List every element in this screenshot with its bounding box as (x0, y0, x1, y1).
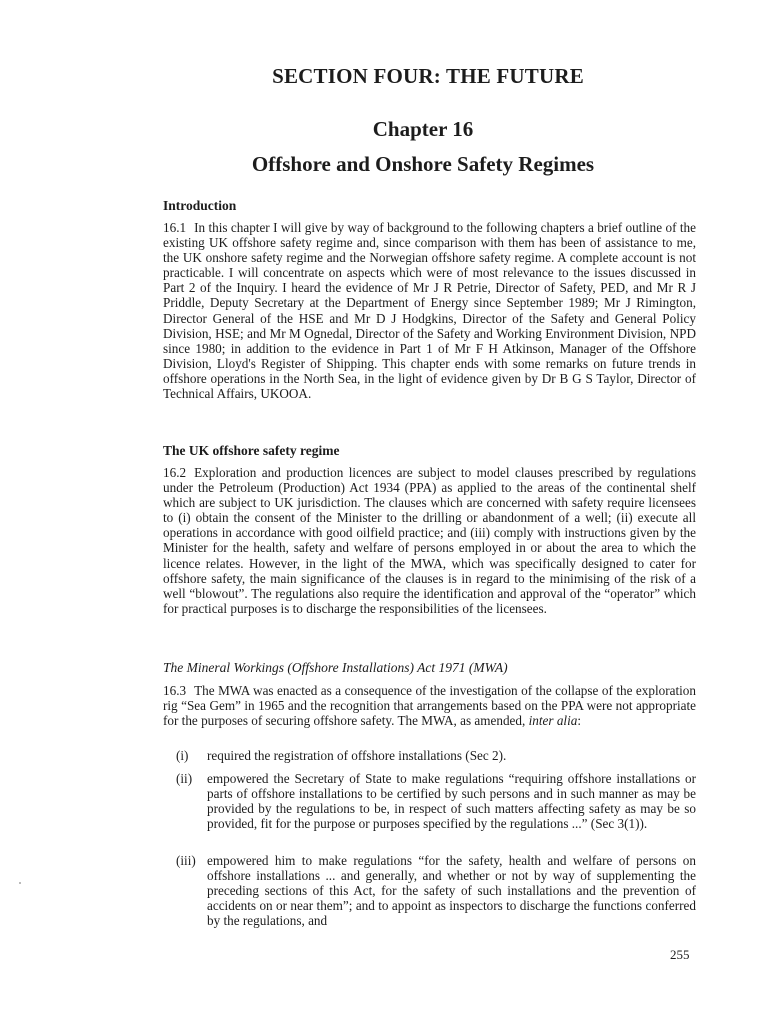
chapter-label: Chapter 16 (372, 117, 474, 141)
list-item-number: (iii) (176, 853, 196, 868)
paragraph-number: 16.2 (163, 465, 187, 480)
paragraph-16-2 (163, 465, 696, 616)
paragraph-16-1 (163, 220, 696, 401)
paragraph-text: Exploration and production licences are subject to model clauses prescribed by regulations under the Petroleum (Production) Act 1934 (PPA) as applied to the areas of the continental shelf which are subject to UK jurisdiction. The clauses which are concerned with safety require licensees to (i) obtain the consent of the Minister to the drilling or abandonment of a well; (ii) execute all operations in accordance with good oilfield practice; and (iii) comply with instructions given by the Minister for the health, safety and welfare of persons employed in or about the area to which the licence relates. However, in the light of the MWA, which was specifically designed to cater for offshore safety, the main significance of the clauses is in regard to the minimising of the risk of a well “blowout”. The regulations also require the identification and approval of the “operator” which for practical purposes is to discharge the responsibilities of the licensees. (163, 465, 696, 616)
page-number: 255 (670, 947, 690, 962)
paragraph-italic-term: inter alia (528, 713, 578, 729)
paragraph-text: The MWA was enacted as a consequence of the investigation of the collapse of the exploration rig “Sea Gem” in 1965 and the recognition that arrangements based on the PPA were not appropriate for the purposes of securing offshore safety. The MWA, as amended, (163, 683, 696, 729)
paragraph-text-end: : (577, 713, 582, 729)
list-item-text: required the registration of offshore installations (Sec 2). (207, 748, 507, 763)
paragraph-text: In this chapter I will give by way of background to the following chapters a brief outline of the existing UK offshore safety regime and, since comparison with them has been of assistance to me, the UK onshore safety regime and the Norwegian offshore safety regime. A complete account is not practicable. I will concentrate on aspects which were of most relevance to the issues discussed in Part 2 of the Inquiry. I heard the evidence of Mr J R Petrie, Director of Safety, PED, and Mr R J Priddle, Deputy Secretary at the Department of Energy since September 1989; Mr J Rimington, Director General of the HSE and Mr D J Hodgkins, Director of the Safety and General Policy Division, HSE; and Mr M Ognedal, Director of the Safety and Working Environment Division, NPD since 1980; in addition to the evidence in Part 1 of Mr F H Atkinson, Manager of the Offshore Division, Lloyd's Register of Shipping. This chapter ends with some remarks on future trends in offshore operations in the North Sea, in the light of evidence given by Dr B G S Taylor, Director of Technical Affairs, UKOOA. (163, 220, 696, 402)
introduction-heading: Introduction (163, 198, 237, 213)
paragraph-16-3 (163, 683, 696, 728)
paragraph-number: 16.1 (163, 220, 187, 235)
list-item-text: empowered him to make regulations “for the safety, health and welfare of persons on offshore installations ... and generally, and whether or not by way of supplementing the preceding sections of this Act, for the safety of such installations and the prevention of accidents on or near them”; and to appoint as inspectors to discharge the functions conferred by the regulations, and (207, 853, 696, 929)
list-item-text: empowered the Secretary of State to make regulations “requiring offshore installations or parts of offshore installations to be certified by such persons and in such manner as may be provided by the regulations to be, in respect of such matters affecting safety as may be so provided, fit for the purpose or purposes specified by the regulations ...” (Sec 3(1)). (207, 771, 696, 832)
uk-offshore-heading: The UK offshore safety regime (163, 443, 340, 458)
chapter-title: Offshore and Onshore Safety Regimes (251, 152, 595, 176)
list-item-number: (i) (176, 748, 189, 763)
paragraph-number: 16.3 (163, 683, 187, 698)
list-item (176, 771, 696, 831)
mwa-heading: The Mineral Workings (Offshore Installations) Act 1971 (MWA) (163, 660, 508, 675)
list-item (176, 748, 696, 763)
section-title: SECTION FOUR: THE FUTURE (272, 64, 584, 88)
list-item-number: (ii) (176, 771, 193, 786)
scan-speck (19, 882, 21, 884)
list-item (176, 853, 696, 928)
